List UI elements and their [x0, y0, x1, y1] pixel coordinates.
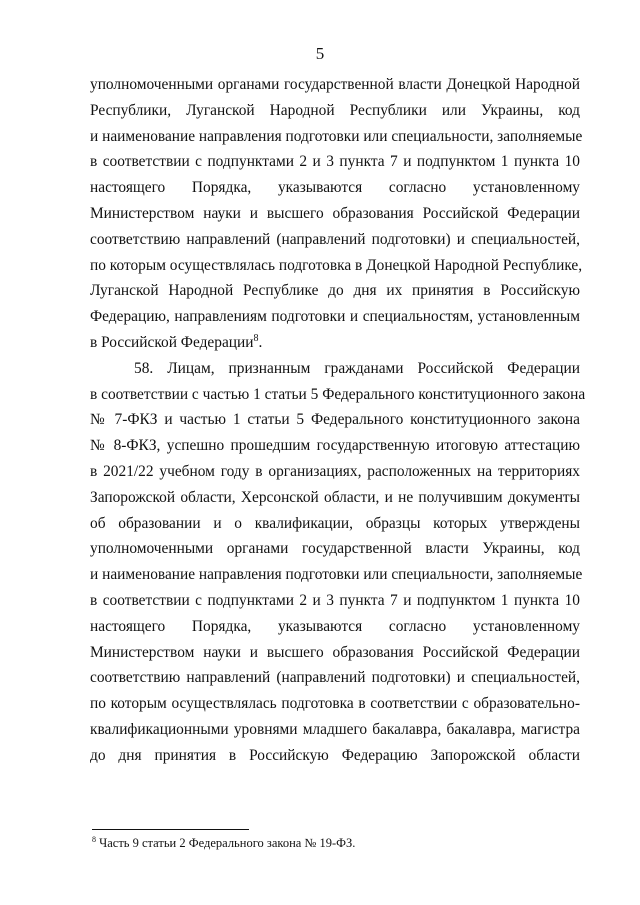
text-line: в соответствии с подпунктами 2 и 3 пункта 7 и подпунктом 1 пункта 10	[90, 591, 580, 609]
text-line: соответствию направлений (направлений подготовки) и специальностей,	[90, 669, 580, 687]
text-line: в соответствии с частью 1 статьи 5 Федерального конституционного закона	[90, 385, 586, 403]
text-line: в соответствии с подпунктами 2 и 3 пункта 7 и подпунктом 1 пункта 10	[90, 153, 580, 171]
text-line: Республики, Луганской Народной Республики или Украины, код	[90, 101, 580, 119]
footnote-marker: 8	[92, 835, 96, 844]
text-line: № 8-ФКЗ, успешно прошедшим государственную итоговую аттестацию	[90, 437, 580, 455]
text-line: Министерством науки и высшего образования Российской Федерации	[90, 643, 580, 661]
footnote-divider	[92, 829, 249, 830]
footnote-reference: 8	[253, 332, 259, 344]
text-line: Федерацию, направлениям подготовки и специальностям, установленным	[90, 308, 580, 326]
text-line-last	[90, 330, 580, 356]
paragraph-58-start: 58. Лицам, признанным гражданами Российской Федерации	[134, 359, 580, 377]
text-line: настоящего Порядка, указываются согласно установленному	[90, 617, 580, 635]
text-line: Запорожской области, Херсонской области, и не получившим документы	[90, 488, 580, 506]
footnote	[92, 836, 355, 851]
text-line: в 2021/22 учебном году в организациях, расположенных на территориях	[90, 462, 580, 480]
text-line: Луганской Народной Республике до дня их принятия в Российскую	[90, 282, 580, 300]
body-text	[90, 72, 586, 769]
text-line: об образовании и о квалификации, образцы которых утверждены	[90, 514, 580, 532]
text-line: настоящего Порядка, указываются согласно установленному	[90, 179, 580, 197]
text-line: № 7-ФКЗ и частью 1 статьи 5 Федерального конституционного закона	[90, 411, 580, 429]
page-number: 5	[315, 44, 325, 63]
text-line: и наименование направления подготовки или специальности, заполняемые	[90, 566, 583, 584]
text-line: до дня принятия в Российскую Федерацию Запорожской области	[90, 746, 580, 764]
text-line: соответствию направлений (направлений подготовки) и специальностей,	[90, 230, 580, 248]
text-line: Министерством науки и высшего образования Российской Федерации	[90, 204, 580, 222]
footnote-reference-tail: .	[258, 333, 263, 351]
text-line: уполномоченными органами государственной власти Украины, код	[90, 540, 580, 558]
footnote-text: Часть 9 статьи 2 Федерального закона № 19-ФЗ.	[96, 836, 356, 850]
text-line-content: в Российской Федерации	[90, 333, 254, 351]
text-line: квалификационными уровнями младшего бакалавра, бакалавра, магистра	[90, 720, 580, 738]
text-line: по которым осуществлялась подготовка в Донецкой Народной Республике,	[90, 256, 583, 274]
text-line: уполномоченными органами государственной власти Донецкой Народной	[90, 76, 580, 93]
text-line: по которым осуществлялась подготовка в соответствии с образовательно-	[90, 695, 580, 713]
text-line: и наименование направления подготовки или специальности, заполняемые	[90, 127, 583, 145]
